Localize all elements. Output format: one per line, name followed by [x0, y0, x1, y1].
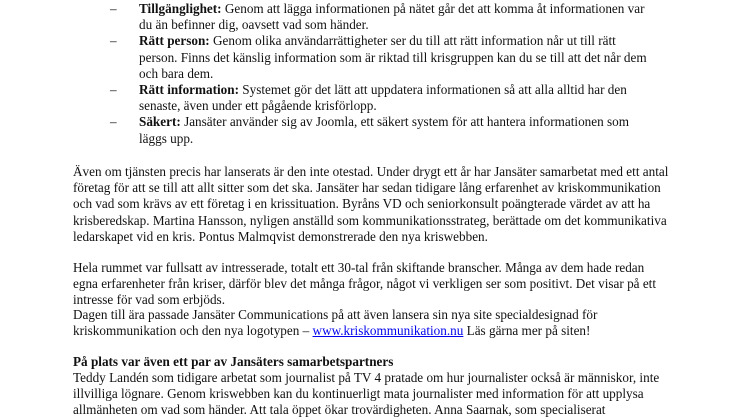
- list-dash: –: [110, 82, 117, 98]
- list-dash: –: [110, 1, 117, 16]
- paragraph-site-launch-tail: Läs gärna mer på siten!: [463, 323, 591, 339]
- list-item-text: Genom olika användarrättigheter ser du till att rätt information når ut till rätt person. Finns det känslig information som är riktad till krisgruppen kan du se till att det når dem och bara dem.: [139, 33, 647, 81]
- list-item: [110, 82, 650, 114]
- feature-list: [110, 1, 650, 147]
- list-item-text: Jansäter använder sig av Joomla, ett säkert system för att hantera informationen som läggs upp.: [139, 114, 630, 146]
- paragraph-audience: Hela rummet var fullsatt av intresserade, totalt ett 30-tal från skiftande branscher. Många av dem hade redan egna erfarenheter från kriser, därför blev det många frågor, något vi verkligen ser som positivt. Det visar på ett intresse för vad som erbjöds.: [73, 260, 656, 308]
- list-item-text: Genom att lägga informationen på nätet går det att komma åt informationen var du än befinner dig, oavsett vad som händer.: [139, 1, 645, 33]
- list-dash: –: [110, 33, 117, 49]
- section-heading: På plats var även ett par av Jansäters samarbetspartners: [73, 354, 394, 369]
- list-item-term: Rätt information:: [139, 82, 239, 98]
- list-dash: –: [110, 114, 117, 130]
- list-item-term: Rätt person:: [139, 33, 210, 49]
- list-item: [110, 114, 650, 146]
- list-item: [110, 1, 650, 33]
- list-item-text: Systemet gör det lätt att uppdatera informationen så att alla alltid har den senaste, även under ett pågående krisförlopp.: [139, 82, 627, 114]
- list-item-term: Säkert:: [139, 114, 181, 130]
- paragraph-service-tested: Även om tjänsten precis har lanserats är den inte otestad. Under drygt ett år har Jansäter samarbetat med ett antal företag för att se till att allt sitter som det ska. Jansäter har sedan tidigare lång erfarenhet av kriskommunikation och vad som krävs av ett företag i en krissituation. Byråns VD och seniorkonsult poängterade värdet av att ha krisberedskap. Martina Hansson, nyligen anställd som kommunikationsstrateg, berättade om det kommunikativa ledarskapet vid en kris. Pontus Malmqvist demonstrerade den nya kriswebben.: [73, 164, 669, 244]
- list-item: [110, 33, 650, 82]
- kriskommunikation-link[interactable]: www.kriskommunikation.nu: [312, 323, 464, 339]
- list-item-term: Tillgänglighet:: [139, 1, 222, 16]
- paragraph-partners: Teddy Landén som tidigare arbetat som journalist på TV 4 pratade om hur journalister också är människor, inte illvilliga lögnare. Genom kriswebben kan du kontinuerligt mata journalister med information för att upplysa allmänheten om vad som händer. Att tala öppet ökar trovärdigheten. Anna Saarnak, som specialiserat: [73, 370, 660, 418]
- paragraph-site-launch: [73, 307, 669, 339]
- paragraph-site-launch-text: Dagen till ära passade Jansäter Communications på att även lansera sin nya site specialdesignad för kriskommunikation och den nya logotypen –: [73, 307, 598, 339]
